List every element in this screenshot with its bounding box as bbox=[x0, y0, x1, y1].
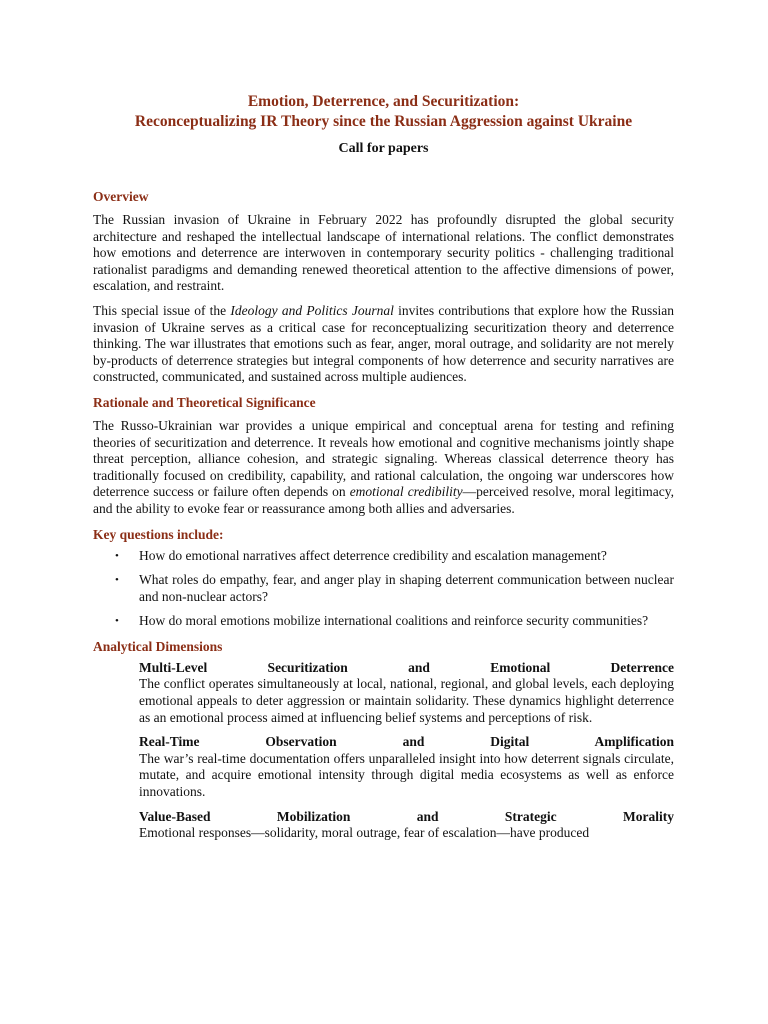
overview-paragraph-2 bbox=[93, 303, 674, 386]
document-title-line-1: Emotion, Deterrence, and Securitization: bbox=[247, 93, 520, 110]
rationale-heading: Rationale and Theoretical Significance bbox=[93, 394, 316, 410]
list-item bbox=[93, 548, 674, 565]
overview-p2-rest: invites contributions that explore how the Russian invasion of Ukraine serves as a critical case for reconceptualizing securitization theory and deterrence thinking. The war illustrates that emotions such as fear, anger, moral outrage, and solidarity are not merely by-products of deterrence strategies but integral components of how deterrence and security narratives are constructed, communicated, and sustained across multiple audiences. bbox=[93, 302, 674, 385]
rationale-paragraph bbox=[93, 418, 674, 518]
analytical-dimensions-heading: Analytical Dimensions bbox=[93, 638, 223, 654]
rationale-lead: The Russo-Ukrainian war provides a unique empirical and conceptual arena for testing and refining theories of securitization and deterrence. It reveals how emotional and cognitive mechanisms jointly shape threat perception, alliance cohesion, and strategic signaling. Whereas classical deterrence theory has traditionally focused on credibility, capability, and rational calculation, the ongoing war underscores how deterrence success or failure often depends on bbox=[93, 417, 674, 500]
question-text: How do moral emotions mobilize international coalitions and reinforce security communities? bbox=[139, 613, 649, 629]
list-item bbox=[93, 572, 674, 605]
document-subtitle: Call for papers bbox=[338, 141, 429, 156]
dimension-value-based bbox=[139, 809, 674, 842]
key-questions-list bbox=[93, 548, 674, 630]
bullet-icon: • bbox=[115, 574, 119, 587]
dimension-text: The conflict operates simultaneously at local, national, regional, and global levels, each deploying emotional appeals to deter aggression or maintain solidarity. These dynamics highlight deterrence as an emotional process aimed at influencing belief systems and perceptions of risk. bbox=[139, 676, 674, 725]
overview-p2-lead: This special issue of the bbox=[93, 302, 231, 318]
title-block bbox=[93, 92, 674, 158]
question-text: How do emotional narratives affect deterrence credibility and escalation management? bbox=[139, 547, 607, 563]
overview-paragraph-1: The Russian invasion of Ukraine in February 2022 has profoundly disrupted the global security architecture and reshaped the intellectual landscape of international relations. The conflict demonstrates how emotions and deterrence are interwoven in contemporary security politics - challenging traditional rationalist paradigms and demanding renewed theoretical attention to the affective dimensions of power, escalation, and restraint. bbox=[93, 212, 674, 294]
question-text: What roles do empathy, fear, and anger play in shaping deterrent communication between nuclear and non-nuclear actors? bbox=[139, 572, 674, 604]
dimension-text: The war’s real-time documentation offers unparalleled insight into how deterrent signals circulate, mutate, and acquire emotional intensity through digital media ecosystems as well as enforce innovations. bbox=[139, 750, 674, 800]
dimension-title: Value-Based Mobilization and Strategic Morality bbox=[139, 808, 674, 824]
emotional-credibility-term: emotional credibility bbox=[349, 484, 463, 500]
dimension-title: Multi-Level Securitization and Emotional Deterrence bbox=[139, 659, 674, 675]
dimension-real-time bbox=[139, 734, 674, 800]
key-questions-heading: Key questions include: bbox=[93, 526, 224, 542]
overview-heading: Overview bbox=[93, 189, 149, 204]
journal-name: Ideology and Politics Journal bbox=[230, 302, 394, 318]
dimension-title: Real-Time Observation and Digital Amplification bbox=[139, 734, 674, 750]
bullet-icon: • bbox=[115, 549, 119, 562]
bullet-icon: • bbox=[115, 615, 119, 628]
dimension-multi-level bbox=[139, 660, 674, 726]
list-item bbox=[93, 613, 674, 630]
rationale-rest: —perceived resolve, moral legitimacy, and the ability to evoke fear or reassurance among both allies and adversaries. bbox=[93, 484, 674, 516]
document-title-line-2: Reconceptualizing IR Theory since the Russian Aggression against Ukraine bbox=[134, 113, 633, 130]
dimension-text: Emotional responses—solidarity, moral outrage, fear of escalation—have produced bbox=[139, 825, 590, 841]
